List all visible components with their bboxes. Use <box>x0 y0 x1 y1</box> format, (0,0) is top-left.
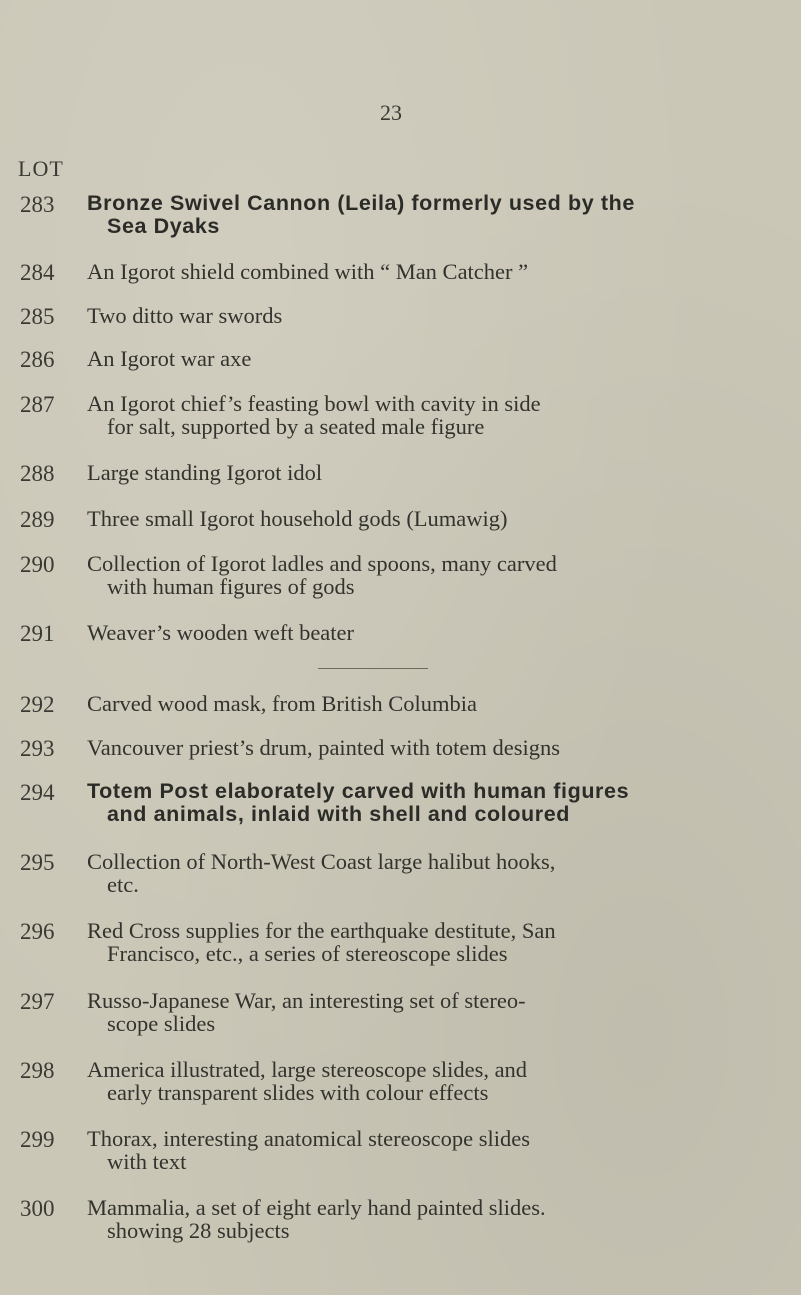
lot-number: 288 <box>20 461 55 486</box>
section-divider <box>318 668 428 669</box>
lot-description-line2: for salt, supported by a seated male figure <box>107 414 485 439</box>
lot-description <box>87 736 787 759</box>
lot-description <box>87 1127 787 1173</box>
lot-description-line1: Totem Post elaborately carved with human figures <box>87 779 630 803</box>
lot-number: 293 <box>20 736 55 761</box>
lot-description <box>87 192 787 238</box>
lot-description-line2: with human figures of gods <box>107 574 355 599</box>
lot-number: 285 <box>20 304 55 329</box>
lot-description <box>87 919 787 965</box>
lot-description-line1: Bronze Swivel Cannon (Leila) formerly used by the <box>87 191 635 215</box>
page-number: 23 <box>380 100 402 125</box>
lot-number: 300 <box>20 1196 55 1221</box>
lot-description <box>87 850 787 896</box>
lot-number: 290 <box>20 552 55 577</box>
lot-description <box>87 304 787 327</box>
lot-number: 297 <box>20 989 55 1014</box>
lot-number: 292 <box>20 692 55 717</box>
lot-number: 284 <box>20 260 55 285</box>
lot-description <box>87 552 787 598</box>
lot-description <box>87 692 787 715</box>
lot-number: 286 <box>20 347 55 372</box>
lot-number: 289 <box>20 507 55 532</box>
lot-description-line2: and animals, inlaid with shell and coloured <box>107 802 571 826</box>
lot-description-line1: Red Cross supplies for the earthquake destitute, San <box>87 918 556 943</box>
lot-description-line1: Carved wood mask, from British Columbia <box>87 691 477 716</box>
lot-description <box>87 621 787 644</box>
lot-description-line2: Francisco, etc., a series of stereoscope slides <box>107 941 508 966</box>
lot-description <box>87 1058 787 1104</box>
lot-description-line1: An Igorot war axe <box>87 346 252 371</box>
lot-column-header: LOT <box>18 156 64 181</box>
lot-description-line1: An Igorot shield combined with “ Man Catcher ” <box>87 259 529 284</box>
lot-description-line1: Collection of Igorot ladles and spoons, many carved <box>87 551 557 576</box>
lot-number: 299 <box>20 1127 55 1152</box>
lot-description-line1: Collection of North-West Coast large halibut hooks, <box>87 849 556 874</box>
lot-number: 295 <box>20 850 55 875</box>
lot-description <box>87 347 787 370</box>
lot-number: 294 <box>20 780 55 805</box>
lot-description-line1: Vancouver priest’s drum, painted with totem designs <box>87 735 561 760</box>
lot-number: 291 <box>20 621 55 646</box>
lot-description-line1: America illustrated, large stereoscope slides, and <box>87 1057 528 1082</box>
lot-description-line1: Two ditto war swords <box>87 303 283 328</box>
lot-description-line1: An Igorot chief’s feasting bowl with cavity in side <box>87 391 541 416</box>
lot-description <box>87 461 787 484</box>
lot-description-line2: scope slides <box>107 1011 216 1036</box>
lot-description-line1: Thorax, interesting anatomical stereoscope slides <box>87 1126 530 1151</box>
lot-description <box>87 1196 787 1242</box>
lot-number: 298 <box>20 1058 55 1083</box>
lot-description <box>87 260 787 283</box>
lot-description-line2: showing 28 subjects <box>107 1218 290 1243</box>
lot-number: 283 <box>20 192 55 217</box>
lot-description <box>87 507 787 530</box>
lot-description-line1: Large standing Igorot idol <box>87 460 323 485</box>
lot-description-line2: Sea Dyaks <box>107 214 220 238</box>
lot-description-line2: etc. <box>107 872 139 897</box>
lot-description <box>87 780 787 826</box>
lot-description <box>87 989 787 1035</box>
lot-description-line1: Weaver’s wooden weft beater <box>87 620 355 645</box>
lot-description-line1: Mammalia, a set of eight early hand painted slides. <box>87 1195 546 1220</box>
lot-description-line1: Three small Igorot household gods (Lumawig) <box>87 506 508 531</box>
lot-number: 296 <box>20 919 55 944</box>
lot-description-line2: early transparent slides with colour effects <box>107 1080 489 1105</box>
lot-number: 287 <box>20 392 55 417</box>
lot-description-line1: Russo-Japanese War, an interesting set of stereo- <box>87 988 526 1013</box>
lot-description-line2: with text <box>107 1149 187 1174</box>
lot-description <box>87 392 787 438</box>
